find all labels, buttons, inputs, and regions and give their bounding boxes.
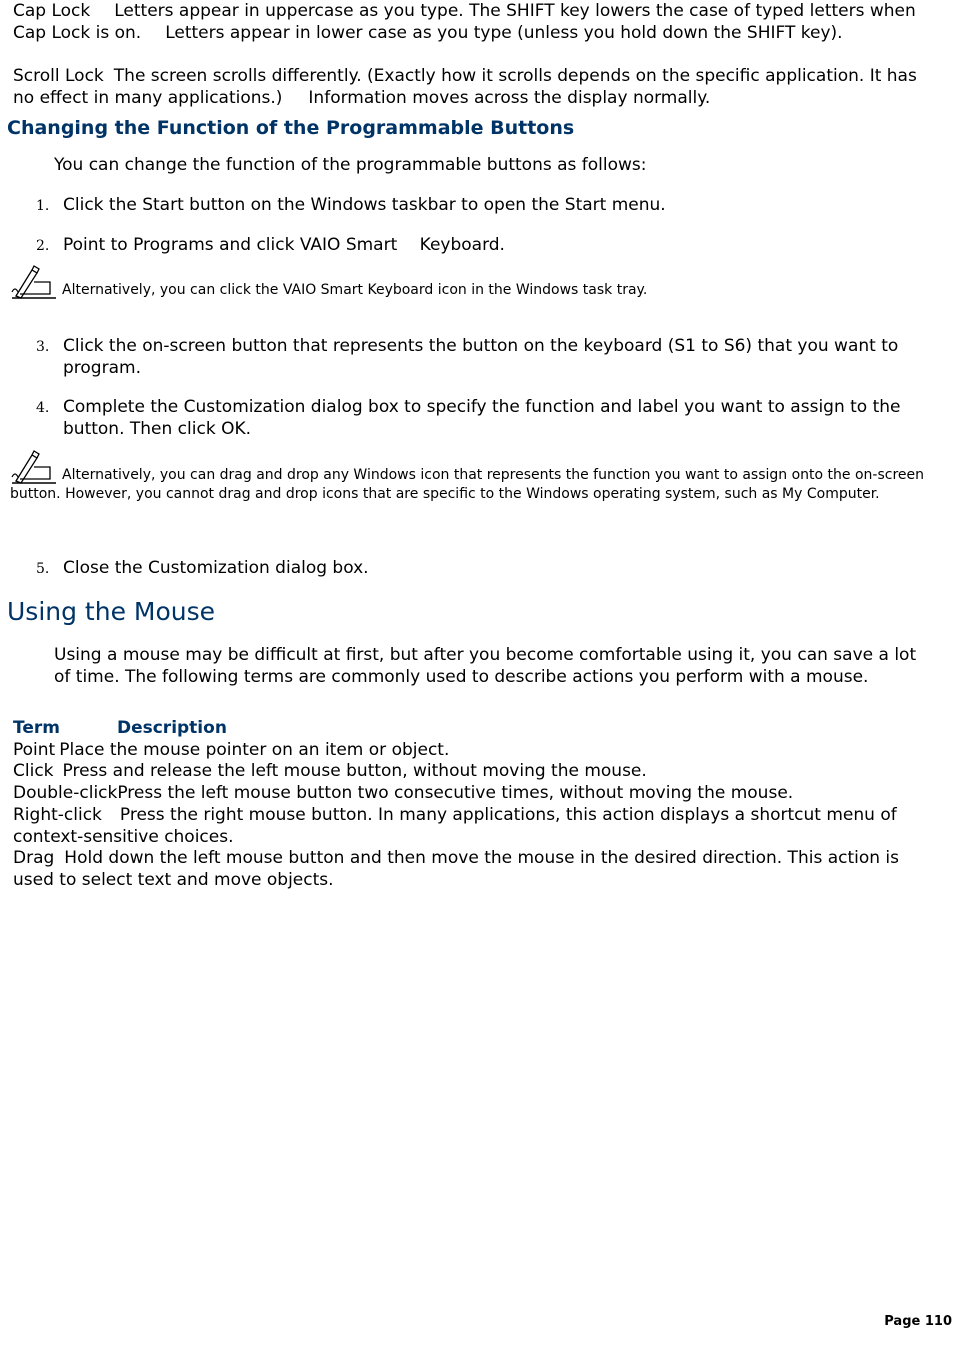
table-cell-term: Drag <box>13 848 55 868</box>
step-number: 4. <box>36 400 50 416</box>
lock-row-scroll-lock <box>13 65 943 109</box>
table-cell-description: Hold down the left mouse button and then move the mouse in the desired direction. This action is used to select text and move objects. <box>13 848 900 890</box>
note-block <box>10 449 945 504</box>
lock-row-cap-lock <box>13 0 943 44</box>
lock-off-description: Letters appear in lower case as you type (unless you hold down the SHIFT key). <box>165 23 843 43</box>
step-text: Click the Start button on the Windows taskbar to open the Start menu. <box>63 195 666 215</box>
note-pencil-icon <box>10 449 58 485</box>
table-row <box>13 760 943 782</box>
step-text: Close the Customization dialog box. <box>63 558 369 578</box>
note-block <box>10 264 945 300</box>
table-cell-term: Point <box>13 740 56 760</box>
table-header-term: Term <box>13 718 60 738</box>
step-number: 3. <box>36 339 50 355</box>
section-intro: Using a mouse may be difficult at first, but after you become comfortable using it, you can save a lot of time. The following terms are commonly used to describe actions you perform with a mouse. <box>54 645 917 687</box>
step-text: Point to Programs and click VAIO Smart Keyboard. <box>63 235 505 255</box>
lock-off-description: Information moves across the display normally. <box>308 88 711 108</box>
step-number: 2. <box>36 238 50 254</box>
table-cell-description: Press the right mouse button. In many applications, this action displays a shortcut menu of context-sensitive choices. <box>13 805 897 847</box>
note-text: Alternatively, you can drag and drop any Windows icon that represents the function you want to assign onto the on-screen button. However, you cannot drag and drop icons that are specific to the Windows operating system, such as My Computer. <box>10 467 925 502</box>
step-text: Click the on-screen button that represents the button on the keyboard (S1 to S6) that you want to program. <box>63 336 899 378</box>
step-number: 1. <box>36 198 50 214</box>
table-row <box>13 782 943 804</box>
page-number: Page 110 <box>884 1314 952 1329</box>
note-pencil-icon <box>10 264 58 300</box>
step-number: 5. <box>36 561 50 577</box>
table-row <box>13 847 943 891</box>
table-cell-description: Press and release the left mouse button, without moving the mouse. <box>62 761 647 781</box>
note-text: Alternatively, you can click the VAIO Smart Keyboard icon in the Windows task tray. <box>62 282 648 298</box>
table-cell-term: Click <box>13 761 54 781</box>
table-header-description: Description <box>116 718 227 738</box>
table-cell-term: Right-click <box>13 805 102 825</box>
lock-on-description: Letters appear in uppercase as you type. The SHIFT key lowers the case of typed letters when Cap Lock is on. <box>13 1 916 43</box>
section-intro: You can change the function of the programmable buttons as follows: <box>54 155 647 175</box>
section-heading-programmable-buttons: Changing the Function of the Programmable Buttons <box>7 117 575 139</box>
lock-term: Cap Lock <box>13 1 91 21</box>
step-text: Complete the Customization dialog box to specify the function and label you want to assign to the button. Then click OK. <box>63 397 901 439</box>
lock-term: Scroll Lock <box>13 66 104 86</box>
table-row <box>13 804 943 848</box>
table-cell-description: Press the left mouse button two consecutive times, without moving the mouse. <box>117 783 794 803</box>
lock-on-description: The screen scrolls differently. (Exactly how it scrolls depends on the specific application. It has no effect in many applications.) <box>13 66 917 108</box>
table-row <box>13 739 943 761</box>
section-heading-using-the-mouse: Using the Mouse <box>7 597 216 626</box>
table-cell-description: Place the mouse pointer on an item or object. <box>59 740 450 760</box>
table-cell-term: Double-click <box>13 783 118 803</box>
mouse-table-header <box>13 717 943 739</box>
